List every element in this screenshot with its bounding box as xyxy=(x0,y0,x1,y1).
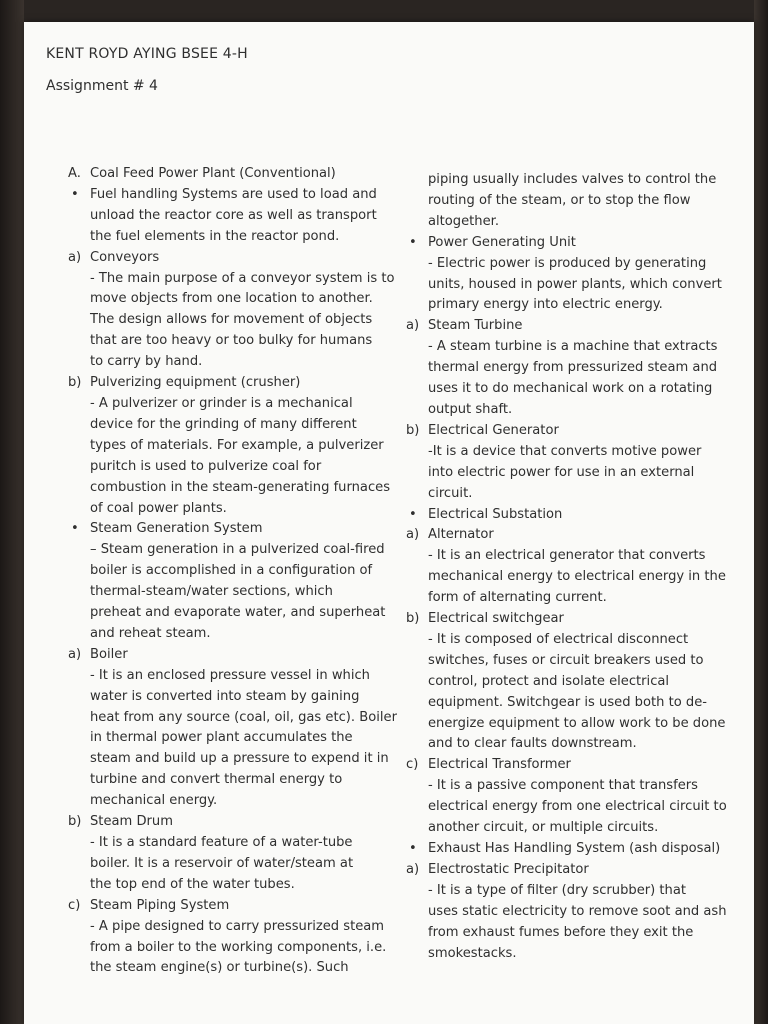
line-text: turbine and convert thermal energy to xyxy=(90,772,343,788)
line-text: Power Generating Unit xyxy=(428,234,576,250)
list-marker: a) xyxy=(68,646,82,662)
line-text: another circuit, or multiple circuits. xyxy=(428,820,659,836)
photo-frame-left xyxy=(0,0,24,1024)
line-text: of coal power plants. xyxy=(90,500,227,516)
text-line xyxy=(406,944,754,965)
text-line xyxy=(68,289,388,310)
list-marker: c) xyxy=(68,897,81,913)
text-line xyxy=(68,185,388,206)
student-name-header: KENT ROYD AYING BSEE 4-H xyxy=(46,46,248,62)
text-line xyxy=(406,818,754,839)
text-line xyxy=(406,609,754,630)
line-text: – Steam generation in a pulverized coal-fired xyxy=(90,542,385,558)
assignment-title: Assignment # 4 xyxy=(46,78,158,94)
text-line xyxy=(406,734,754,755)
line-text: - It is a type of filter (dry scrubber) that xyxy=(428,882,687,898)
text-line xyxy=(406,442,754,463)
text-line xyxy=(406,379,754,400)
line-text: Boiler xyxy=(90,646,128,662)
line-text: the top end of the water tubes. xyxy=(90,876,295,892)
text-line xyxy=(406,400,754,421)
line-text: - A pipe designed to carry pressurized steam xyxy=(90,918,385,934)
line-text: Electrical Substation xyxy=(428,506,563,522)
text-line xyxy=(406,714,754,735)
line-text: - Electric power is produced by generating xyxy=(428,255,707,271)
text-line xyxy=(68,791,388,812)
text-line xyxy=(406,525,754,546)
text-line xyxy=(406,693,754,714)
text-line xyxy=(68,749,388,770)
line-text: -It is a device that converts motive power xyxy=(428,443,702,459)
line-text: Electrostatic Precipitator xyxy=(428,861,589,877)
text-line xyxy=(68,540,388,561)
line-text: puritch is used to pulverize coal for xyxy=(90,458,322,474)
text-line xyxy=(406,923,754,944)
text-line xyxy=(68,206,388,227)
text-line xyxy=(68,519,388,540)
text-line xyxy=(68,958,388,979)
text-line xyxy=(68,603,388,624)
line-text: routing of the steam, or to stop the flow xyxy=(428,192,691,208)
text-line xyxy=(406,316,754,337)
line-text: that are too heavy or too bulky for humans xyxy=(90,333,373,349)
list-marker: a) xyxy=(406,318,420,334)
line-text: the steam engine(s) or turbine(s). Such xyxy=(90,960,349,976)
text-line xyxy=(68,561,388,582)
line-text: boiler is accomplished in a configuration of xyxy=(90,563,373,579)
line-text: to carry by hand. xyxy=(90,354,203,370)
list-marker: a) xyxy=(406,527,420,543)
line-text: uses it to do mechanical work on a rotating xyxy=(428,381,713,397)
text-line xyxy=(68,917,388,938)
line-text: thermal energy from pressurized steam and xyxy=(428,360,718,376)
line-text: heat from any source (coal, oil, gas etc). Boiler xyxy=(90,709,397,725)
bullet-marker: • xyxy=(409,841,417,856)
text-line xyxy=(406,358,754,379)
line-text: - It is a standard feature of a water-tube xyxy=(90,835,353,850)
text-line xyxy=(406,254,754,275)
text-line xyxy=(68,770,388,791)
bullet-marker: • xyxy=(71,521,79,537)
text-line xyxy=(68,624,388,645)
text-line xyxy=(68,854,388,875)
line-text: unload the reactor core as well as transport xyxy=(90,207,377,223)
line-text: preheat and evaporate water, and superheat xyxy=(90,605,386,621)
line-text: boiler. It is a reservoir of water/steam at xyxy=(90,855,354,871)
line-text: circuit. xyxy=(428,485,473,501)
text-line xyxy=(406,630,754,651)
line-text: from exhaust fumes before they exit the xyxy=(428,924,694,940)
text-line xyxy=(406,484,754,505)
line-text: Steam Turbine xyxy=(428,318,523,334)
text-line xyxy=(68,227,388,248)
text-line xyxy=(68,812,388,833)
text-line xyxy=(68,269,395,290)
line-text: Exhaust Has Handling System (ash disposal) xyxy=(428,841,721,856)
text-line xyxy=(68,875,388,896)
line-text: types of materials. For example, a pulverizer xyxy=(90,437,384,453)
text-line xyxy=(406,337,754,358)
text-line xyxy=(406,170,754,191)
text-line xyxy=(68,833,388,854)
line-text: equipment. Switchgear is used both to de- xyxy=(428,694,707,710)
text-line xyxy=(406,421,754,442)
text-line xyxy=(68,938,388,959)
list-marker: A. xyxy=(68,166,81,181)
text-line xyxy=(406,463,754,484)
text-line xyxy=(68,708,397,729)
line-text: uses static electricity to remove soot and ash xyxy=(428,903,727,919)
text-line xyxy=(406,567,754,588)
document-page xyxy=(24,22,754,1024)
list-marker: a) xyxy=(406,861,420,877)
bullet-marker: • xyxy=(409,506,417,522)
text-line xyxy=(406,860,754,881)
text-line xyxy=(406,212,754,233)
line-text: output shaft. xyxy=(428,401,513,417)
line-text: Fuel handling Systems are used to load and xyxy=(90,186,377,202)
text-line xyxy=(406,651,754,672)
line-text: Steam Piping System xyxy=(90,897,230,913)
text-line xyxy=(68,896,388,917)
text-line xyxy=(406,505,754,526)
line-text: and to clear faults downstream. xyxy=(428,736,637,752)
text-line xyxy=(406,295,754,316)
text-line xyxy=(406,776,754,797)
line-text: - The main purpose of a conveyor system is to xyxy=(90,270,395,286)
line-text: switches, fuses or circuit breakers used to xyxy=(428,652,704,668)
text-line xyxy=(406,839,754,860)
line-text: energize equipment to allow work to be done xyxy=(428,715,726,731)
text-line xyxy=(406,233,754,254)
text-line xyxy=(68,478,391,499)
line-text: - A pulverizer or grinder is a mechanical xyxy=(90,395,353,411)
line-text: smokestacks. xyxy=(428,945,517,961)
line-text: electrical energy from one electrical circuit to xyxy=(428,799,727,815)
text-line xyxy=(68,499,388,520)
line-text: Conveyors xyxy=(90,249,160,265)
line-text: - A steam turbine is a machine that extracts xyxy=(428,339,718,355)
line-text: piping usually includes valves to control the xyxy=(428,172,717,187)
text-line xyxy=(68,164,388,185)
line-text: the fuel elements in the reactor pond. xyxy=(90,228,340,244)
line-text: form of alternating current. xyxy=(428,590,607,606)
line-text: combustion in the steam-generating furnaces xyxy=(90,479,391,495)
line-text: into electric power for use in an external xyxy=(428,464,695,480)
text-line xyxy=(68,373,388,394)
text-line xyxy=(68,728,388,749)
list-marker: c) xyxy=(406,757,419,773)
line-text: Steam Drum xyxy=(90,814,173,830)
line-text: - It is an electrical generator that converts xyxy=(428,548,706,564)
text-line xyxy=(68,352,388,373)
line-text: Pulverizing equipment (crusher) xyxy=(90,375,301,391)
right-column xyxy=(406,170,754,964)
text-line xyxy=(406,755,754,776)
line-text: Electrical switchgear xyxy=(428,611,564,627)
text-line xyxy=(406,881,754,902)
line-text: steam and build up a pressure to expend it in xyxy=(90,751,389,767)
line-text: thermal-steam/water sections, which xyxy=(90,584,333,600)
line-text: - It is an enclosed pressure vessel in which xyxy=(90,667,370,683)
text-line xyxy=(68,457,388,478)
text-line xyxy=(68,310,388,331)
line-text: Coal Feed Power Plant (Conventional) xyxy=(90,166,336,181)
text-line xyxy=(68,687,388,708)
text-line xyxy=(406,191,754,212)
line-text: Steam Generation System xyxy=(90,521,263,537)
photo-frame-right xyxy=(754,0,768,1024)
list-marker: b) xyxy=(68,375,82,391)
line-text: - It is a passive component that transfers xyxy=(428,778,698,794)
text-line xyxy=(68,394,388,415)
text-line xyxy=(406,797,754,818)
line-text: move objects from one location to another. xyxy=(90,291,373,307)
left-column xyxy=(68,164,397,979)
line-text: from a boiler to the working components, i.e. xyxy=(90,939,387,955)
text-line xyxy=(406,588,754,609)
text-line xyxy=(68,666,388,687)
line-text: and reheat steam. xyxy=(90,625,211,641)
text-line xyxy=(68,331,388,352)
line-text: Electrical Transformer xyxy=(428,757,571,773)
line-text: mechanical energy to electrical energy in the xyxy=(428,569,726,585)
text-line xyxy=(406,902,754,923)
line-text: Alternator xyxy=(428,527,494,543)
line-text: device for the grinding of many different xyxy=(90,416,357,432)
text-line xyxy=(68,645,388,666)
line-text: mechanical energy. xyxy=(90,793,218,809)
list-marker: b) xyxy=(406,611,420,627)
line-text: control, protect and isolate electrical xyxy=(428,673,670,689)
text-line xyxy=(406,275,754,296)
list-marker: b) xyxy=(68,814,82,830)
text-line xyxy=(406,546,754,567)
bullet-marker: • xyxy=(71,186,79,202)
list-marker: b) xyxy=(406,422,420,438)
text-line xyxy=(68,248,388,269)
line-text: altogether. xyxy=(428,213,500,229)
text-line xyxy=(406,672,754,693)
line-text: The design allows for movement of objects xyxy=(90,312,373,328)
line-text: - It is composed of electrical disconnect xyxy=(428,631,689,647)
text-line xyxy=(68,415,388,436)
line-text: Electrical Generator xyxy=(428,422,559,438)
text-line xyxy=(68,436,388,457)
line-text: units, housed in power plants, which convert xyxy=(428,276,722,292)
text-line xyxy=(68,582,388,603)
bullet-marker: • xyxy=(409,234,417,250)
line-text: in thermal power plant accumulates the xyxy=(90,730,353,746)
line-text: water is converted into steam by gaining xyxy=(90,688,360,704)
line-text: primary energy into electric energy. xyxy=(428,297,663,313)
list-marker: a) xyxy=(68,249,82,265)
